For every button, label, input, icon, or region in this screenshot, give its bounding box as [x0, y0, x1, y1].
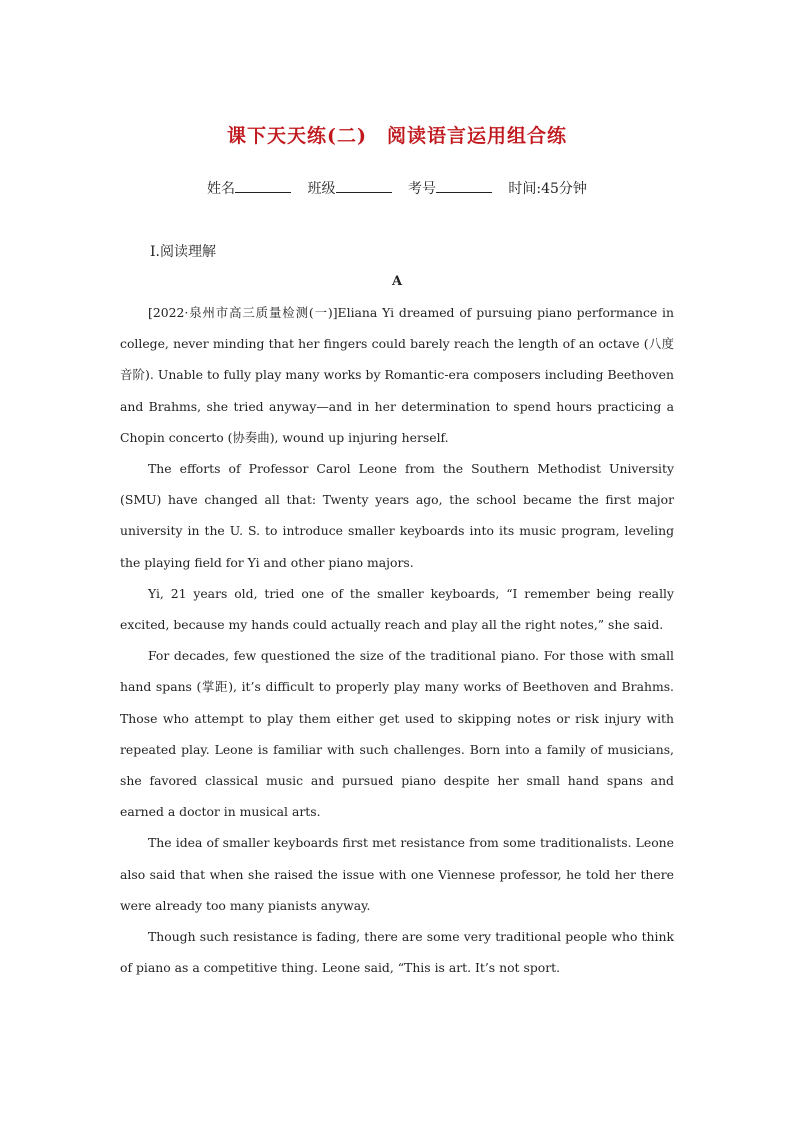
passage-body: [120, 297, 674, 983]
exam-no-label: 考号: [407, 181, 436, 197]
document-title: 课下天天练(二) 阅读语言运用组合练: [227, 125, 567, 147]
class-blank[interactable]: [336, 180, 392, 193]
paragraph: [2022·泉州市高三质量检测(一)]Eliana Yi dreamed of pursuing piano performance in college, never minding that her fingers could barely reach the length of an octave (八度音阶). Unable to fully play many works by Romantic-era composers including Beethoven and Brahms, she tried anyway—and in her determination to spend hours practicing a Chopin concerto (协奏曲), wound up injuring herself.: [120, 305, 674, 445]
section-heading: Ⅰ.阅读理解: [150, 244, 216, 260]
time-field: 时间:45分钟: [508, 181, 587, 197]
exam-no-blank[interactable]: [436, 180, 492, 193]
paragraph: Yi, 21 years old, tried one of the smaller keyboards, “I remember being really excited, because my hands could actually reach and play all the right notes,” she said.: [120, 585, 674, 633]
paragraph: For decades, few questioned the size of the traditional piano. For those with small hand spans (掌距), it’s difficult to properly play many works of Beethoven and Brahms. Those who attempt to play them either get used to skipping notes or risk injury with repeated play. Leone is familiar with such challenges. Born into a family of musicians, she favored classical music and pursued piano despite her small hand spans and earned a doctor in musical arts.: [120, 648, 674, 820]
paragraph: Though such resistance is fading, there are some very traditional people who think of piano as a competitive thing. Leone said, “This is art. It’s not sport.: [120, 929, 674, 976]
name-field: [207, 181, 291, 197]
name-blank[interactable]: [235, 180, 291, 193]
student-info-line: [0, 178, 794, 198]
class-field: [308, 181, 392, 197]
paragraph: The idea of smaller keyboards first met resistance from some traditionalists. Leone also said that when she raised the issue with one Viennese professor, he told her there were already too many pianists anyway.: [120, 835, 674, 913]
passage-label: A: [391, 274, 403, 289]
class-label: 班级: [307, 181, 336, 197]
name-label: 姓名: [207, 181, 236, 197]
exam-no-field: [408, 181, 492, 197]
paragraph: The efforts of Professor Carol Leone from the Southern Methodist University (SMU) have changed all that: Twenty years ago, the school became the first major university in the U. S. to introduce smaller keyboards into its music program, leveling the playing field for Yi and other piano majors.: [120, 461, 674, 570]
